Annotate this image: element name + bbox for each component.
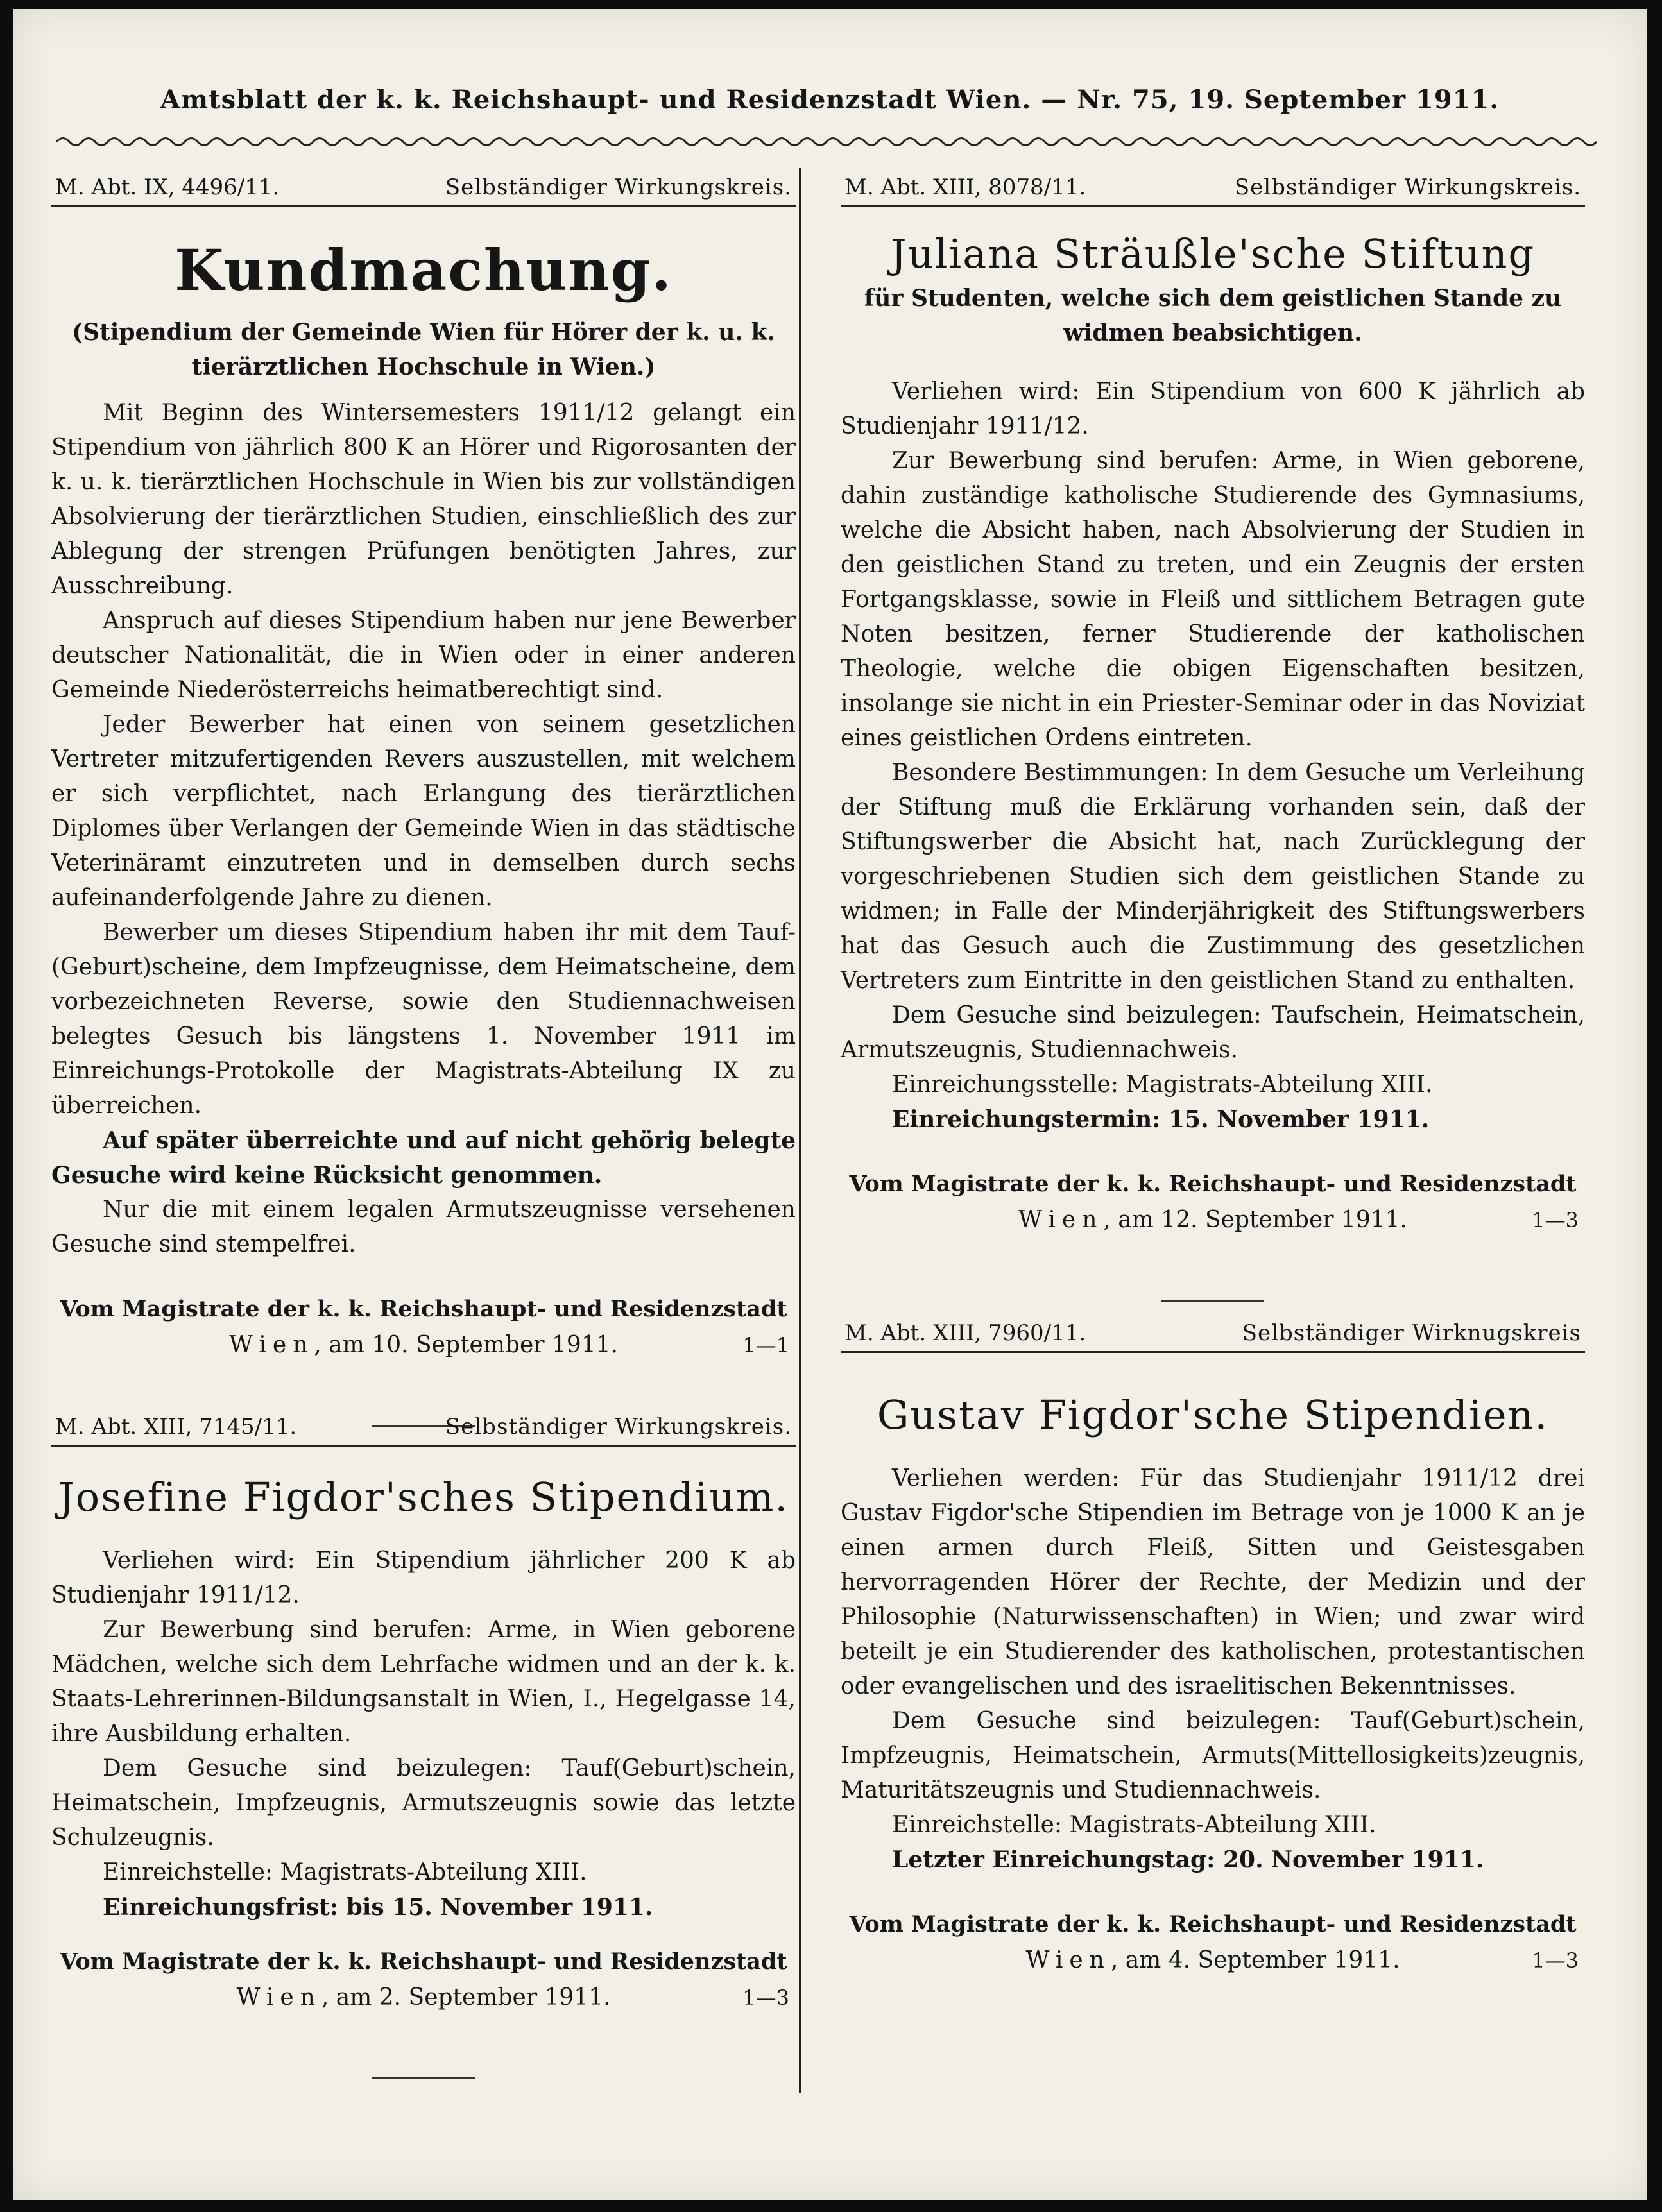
paragraph: Dem Gesuche sind beizulegen: Tauf(Geburt)schein, Impfzeugnis, Heimatschein, Armuts(Mittellosigkeits)zeugnis, Maturitätszeugnis und Studiennachweis. — [841, 1708, 1585, 1803]
paragraph: Mit Beginn des Wintersemesters 1911/12 gelangt ein Stipendium von jährlich 800 K an Hörer und Rigorosanten der k. u. k. tierärztlichen Hochschule in Wien bis zur vollständigen Absolvierung der tierärztlichen Studien, einschließlich des zur Ablegung der strengen Prüfungen benötigten Jahres, zur Ausschreibung. — [51, 400, 796, 599]
wirkungskreis-label: Selbständiger Wirknugskreis — [1242, 1320, 1581, 1346]
notice-ref-line — [841, 1320, 1585, 1353]
paragraph: Zur Bewerbung sind berufen: Arme, in Wien geborene Mädchen, welche sich dem Lehrfache widmen und an der k. k. Staats-Lehrerinnen-Bildungsanstalt in Wien, I., Hegelgasse 14, ihre Ausbildung erhalten. — [51, 1617, 796, 1747]
notice-ref-line — [51, 1414, 796, 1447]
header-wavy-rule — [56, 135, 1603, 149]
notice-title: Gustav Figdor'sche Stipendien. — [877, 1391, 1549, 1438]
signature-line: Vom Magistrate der k. k. Reichshaupt- und Residenzstadt — [60, 1948, 787, 1975]
page-header: Amtsblatt der k. k. Reichshaupt- und Residenzstadt Wien. — Nr. 75, 19. September 1911. — [160, 85, 1500, 115]
notice-juliana-straeussle — [841, 174, 1585, 1302]
paragraph: Verliehen wird: Ein Stipendium von 600 K jährlich ab Studienjahr 1911/12. — [841, 379, 1585, 439]
einreichungstag: Letzter Einreichungstag: 20. November 1911. — [892, 1846, 1484, 1873]
notice-josefine-figdor — [51, 1414, 796, 2079]
notice-title: Kundmachung. — [175, 237, 673, 303]
signature-line: Vom Magistrate der k. k. Reichshaupt- und Residenzstadt — [849, 1171, 1577, 1197]
notice-kundmachung — [51, 174, 796, 1427]
section-divider — [1161, 1300, 1264, 1302]
reference-number: M. Abt. XIII, 7145/11. — [55, 1414, 297, 1440]
einreichungsfrist: Einreichungsfrist: bis 15. November 1911. — [103, 1894, 653, 1921]
section-divider — [372, 2077, 475, 2079]
paragraph-bold: Auf später überreichte und auf nicht gehörig belegte Gesuche wird keine Rücksicht genommen. — [51, 1127, 796, 1189]
paragraph: Dem Gesuche sind beizulegen: Tauf(Geburt)schein, Heimatschein, Impfzeugnis, Armutszeugnis sowie das letzte Schulzeugnis. — [51, 1755, 796, 1851]
einreichungstermin: Einreichungstermin: 15. November 1911. — [892, 1106, 1430, 1133]
paragraph: Nur die mit einem legalen Armutszeugnisse versehenen Gesuche sind stempelfrei. — [51, 1196, 796, 1257]
notice-subtitle: (Stipendium der Gemeinde Wien für Hörer der k. u. k. tierärztlichen Hochschule in Wien.) — [72, 319, 775, 380]
insertion-number: 1—3 — [1532, 1208, 1579, 1232]
place-date: , am 4. September 1911. — [1110, 1947, 1400, 1973]
notice-title: Juliana Sträußle'sche Stiftung — [890, 230, 1536, 277]
notice-ref-line — [841, 174, 1585, 207]
reference-number: M. Abt. XIII, 8078/11. — [844, 174, 1086, 200]
newspaper-page — [13, 9, 1647, 2200]
wirkungskreis-label: Selbständiger Wirkungskreis. — [445, 174, 792, 200]
paragraph: Dem Gesuche sind beizulegen: Taufschein, Heimatschein, Armutszeugnis, Studiennachweis. — [841, 1002, 1585, 1063]
column-divider — [799, 168, 801, 2093]
insertion-number: 1—3 — [742, 1986, 789, 2010]
notice-ref-line — [51, 174, 796, 207]
einreichstelle: Einreichstelle: Magistrats-Abteilung XIII. — [892, 1812, 1376, 1838]
place-date-line — [841, 1202, 1585, 1238]
place-date: , am 2. September 1911. — [321, 1984, 611, 2011]
paragraph: Jeder Bewerber hat einen von seinem gesetzlichen Vertreter mitzufertigenden Revers auszustellen, mit welchem er sich verpflichtet, nach Erlangung des tierärztlichen Diplomes über Verlangen der Gemeinde Wien in das städtische Veterinäramt einzutreten und in demselben durch sechs aufeinanderfolgende Jahre zu dienen. — [51, 711, 796, 911]
notice-title: Josefine Figdor'sches Stipendium. — [58, 1474, 789, 1520]
paragraph: Verliehen wird: Ein Stipendium jährlicher 200 K ab Studienjahr 1911/12. — [51, 1547, 796, 1608]
place-date-line — [841, 1943, 1585, 1978]
insertion-number: 1—3 — [1532, 1948, 1579, 1973]
einreichungsstelle: Einreichungsstelle: Magistrats-Abteilung XIII. — [892, 1071, 1433, 1098]
notice-gustav-figdor — [841, 1320, 1585, 1978]
reference-number: M. Abt. IX, 4496/11. — [55, 174, 280, 200]
place-date-line — [51, 1980, 796, 2016]
einreichstelle: Einreichstelle: Magistrats-Abteilung XIII. — [103, 1859, 587, 1885]
paragraph: Anspruch auf dieses Stipendium haben nur jene Bewerber deutscher Nationalität, die in Wien oder in einer anderen Gemeinde Niederösterreichs heimatberechtigt sind. — [51, 608, 796, 703]
place-city: Wien — [229, 1332, 314, 1358]
paragraph: Bewerber um dieses Stipendium haben ihr mit dem Tauf-(Geburt)scheine, dem Impfzeugnisse, dem Heimatscheine, dem vorbezeichneten Reverse, sowie den Studiennachweisen belegtes Gesuch bis längstens 1. November 1911 im Einreichungs-Protokolle der Magistrats-Abteilung IX zu überreichen. — [51, 919, 796, 1119]
paragraph: Besondere Bestimmungen: In dem Gesuche um Verleihung der Stiftung muß die Erklärung vorhanden sein, daß der Stiftungswerber die Absicht hat, nach Zurücklegung der vorgeschriebenen Studien sich dem geistlichen Stande zu widmen; in Falle der Minderjährigkeit des Stiftungswerbers hat das Gesuch auch die Zustimmung des gesetzlichen Vertreters zum Eintritte in den geistlichen Stand zu enthalten. — [841, 760, 1585, 994]
place-city: Wien — [1025, 1947, 1111, 1973]
signature-line: Vom Magistrate der k. k. Reichshaupt- und Residenzstadt — [849, 1911, 1577, 1937]
place-city: Wien — [236, 1984, 321, 2011]
paragraph: Zur Bewerbung sind berufen: Arme, in Wien geborene, dahin zuständige katholische Studierende des Gymnasiums, welche die Absicht haben, nach Absolvierung der Studien in den geistlichen Stand zu treten, und ein Zeugnis der ersten Fortgangsklasse, sowie in Fleiß und sittlichem Betragen gute Noten besitzen, ferner Studierende der katholischen Theologie, welche die obigen Eigenschaften besitzen, insolange sie nicht in ein Priester-Seminar oder in das Noviziat eines geistlichen Ordens eintreten. — [841, 448, 1585, 751]
signature-line: Vom Magistrate der k. k. Reichshaupt- und Residenzstadt — [60, 1296, 787, 1322]
notice-subtitle: für Studenten, welche sich dem geistlichen Stande zu widmen beabsichtigen. — [864, 285, 1562, 346]
reference-number: M. Abt. XIII, 7960/11. — [844, 1320, 1086, 1346]
place-date-line — [51, 1327, 796, 1363]
place-date: , am 12. September 1911. — [1103, 1207, 1407, 1233]
wirkungskreis-label: Selbständiger Wirkungskreis. — [1234, 174, 1581, 200]
place-date: , am 10. September 1911. — [314, 1332, 618, 1358]
paragraph: Verliehen werden: Für das Studienjahr 1911/12 drei Gustav Figdor'sche Stipendien im Betrage von je 1000 K an je einen armen durch Fleiß, Sitten und Geistesgaben hervorragenden Hörer der Rechte, der Medizin und der Philosophie (Naturwissenschaften) in Wien; und zwar wird beteilt je ein Studierender des katholischen, protestantischen oder evangelischen und des israelitischen Bekenntnisses. — [841, 1465, 1585, 1699]
place-city: Wien — [1018, 1207, 1104, 1233]
wirkungskreis-label: Selbständiger Wirkungskreis. — [445, 1414, 792, 1440]
insertion-number: 1—1 — [742, 1333, 789, 1357]
